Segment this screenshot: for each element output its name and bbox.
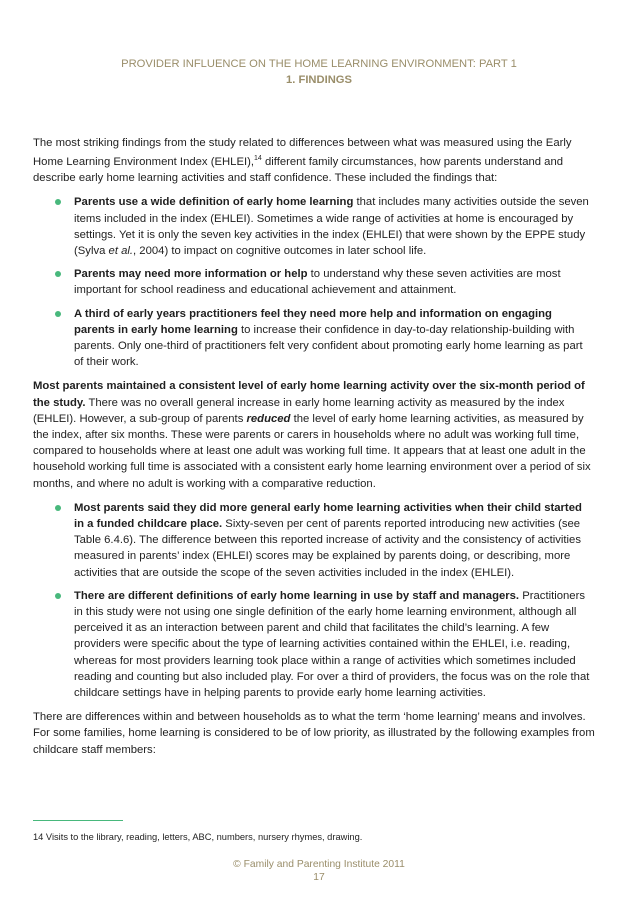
page-footer	[0, 858, 638, 884]
bullet-dot-icon	[55, 199, 61, 205]
header-subsection-title: 1. FINDINGS	[286, 74, 352, 86]
page-header	[0, 56, 638, 88]
consistency-paragraph: Most parents maintained a consistent level of early home learning activity over the six-month period of the study. There was no overall general increase in early home learning activity as measured by the index (EHLEI). However, a sub-group of parents reduced the level of early home learning activities, as measured by the index, after six months. These were parents or carers in households where no adult was working full time, compared to households where at least one adult was working full time. It appears that at least one adult in the household working full time is associated with a consistent early home learning environment over a period of six months, and where no adult is working with a comparative reduction.	[33, 380, 591, 490]
finding-item: Most parents said they did more general early home learning activities when their child started in a funded childcare place. Sixty-seven per cent of parents reported introducing new activities (see Table 6.4.6). The difference between this reported increase of activity and the consistency of activities measured in parents’ index (EHLEI) scores may be explained by parents doing, or describing, more activities that are outside the scope of the seven activities included in the index (EHLEI).	[33, 500, 595, 581]
households-paragraph: There are differences within and between households as to what the term ‘home learning’ means and involves. For some families, home learning is considered to be of low priority, as illustrated by the following examples from childcare staff members:	[33, 711, 595, 756]
finding-item: A third of early years practitioners feel they need more help and information on engaging parents in early home learning to increase their confidence in day-to-day relationship-building with parents. Only one-third of practitioners felt very confident about promoting early home learning as part of their work.	[33, 306, 595, 371]
bullet-dot-icon	[55, 593, 61, 599]
finding-item: Parents use a wide definition of early home learning that includes many activities outside the seven items included in the index (EHLEI). Sometimes a wide range of activities at home is encouraged by settings. Yet it is only the seven key activities in the index (EHLEI) that were shown by the EPPE study (Sylva et al., 2004) to impact on cognitive outcomes in later school life.	[33, 194, 595, 259]
footnote-divider	[33, 820, 123, 821]
finding-item: Parents may need more information or help to understand why these seven activities are most important for school readiness and educational achievement and attainment.	[33, 266, 595, 298]
copyright-text: © Family and Parenting Institute 2011	[233, 859, 405, 870]
findings-list-1	[33, 194, 595, 370]
bullet-dot-icon	[55, 311, 61, 317]
footnote: 14 Visits to the library, reading, letters, ABC, numbers, nursery rhymes, drawing.	[33, 832, 363, 842]
page-number: 17	[313, 872, 325, 883]
intro-paragraph: The most striking findings from the study related to differences between what was measured using the Early Home Learning Environment Index (EHLEI),$^{14}$ different family circumstances, how parents understand and describe early home learning activities and staff confidence. These included the findings that:	[33, 137, 572, 185]
bullet-dot-icon	[55, 505, 61, 511]
footnote-ref: 14	[254, 155, 262, 163]
bullet-dot-icon	[55, 271, 61, 277]
body-content	[33, 135, 595, 766]
findings-list-2	[33, 500, 595, 701]
finding-item: There are different definitions of early home learning in use by staff and managers. Practitioners in this study were not using one single definition of the early home learning environment, although all perceived it as an interaction between parent and child that facilitates the child’s learning. A few providers were specific about the type of learning activities contained within the EHLEI, i.e. reading, whereas for most providers learning took place within a range of activities which sometimes included reading and counting but also included play. For over a third of providers, the focus was on the role that childcare settings have in helping parents to provide early home learning activities.	[33, 588, 595, 701]
header-section-title: PROVIDER INFLUENCE ON THE HOME LEARNING ENVIRONMENT: PART 1	[121, 58, 517, 70]
